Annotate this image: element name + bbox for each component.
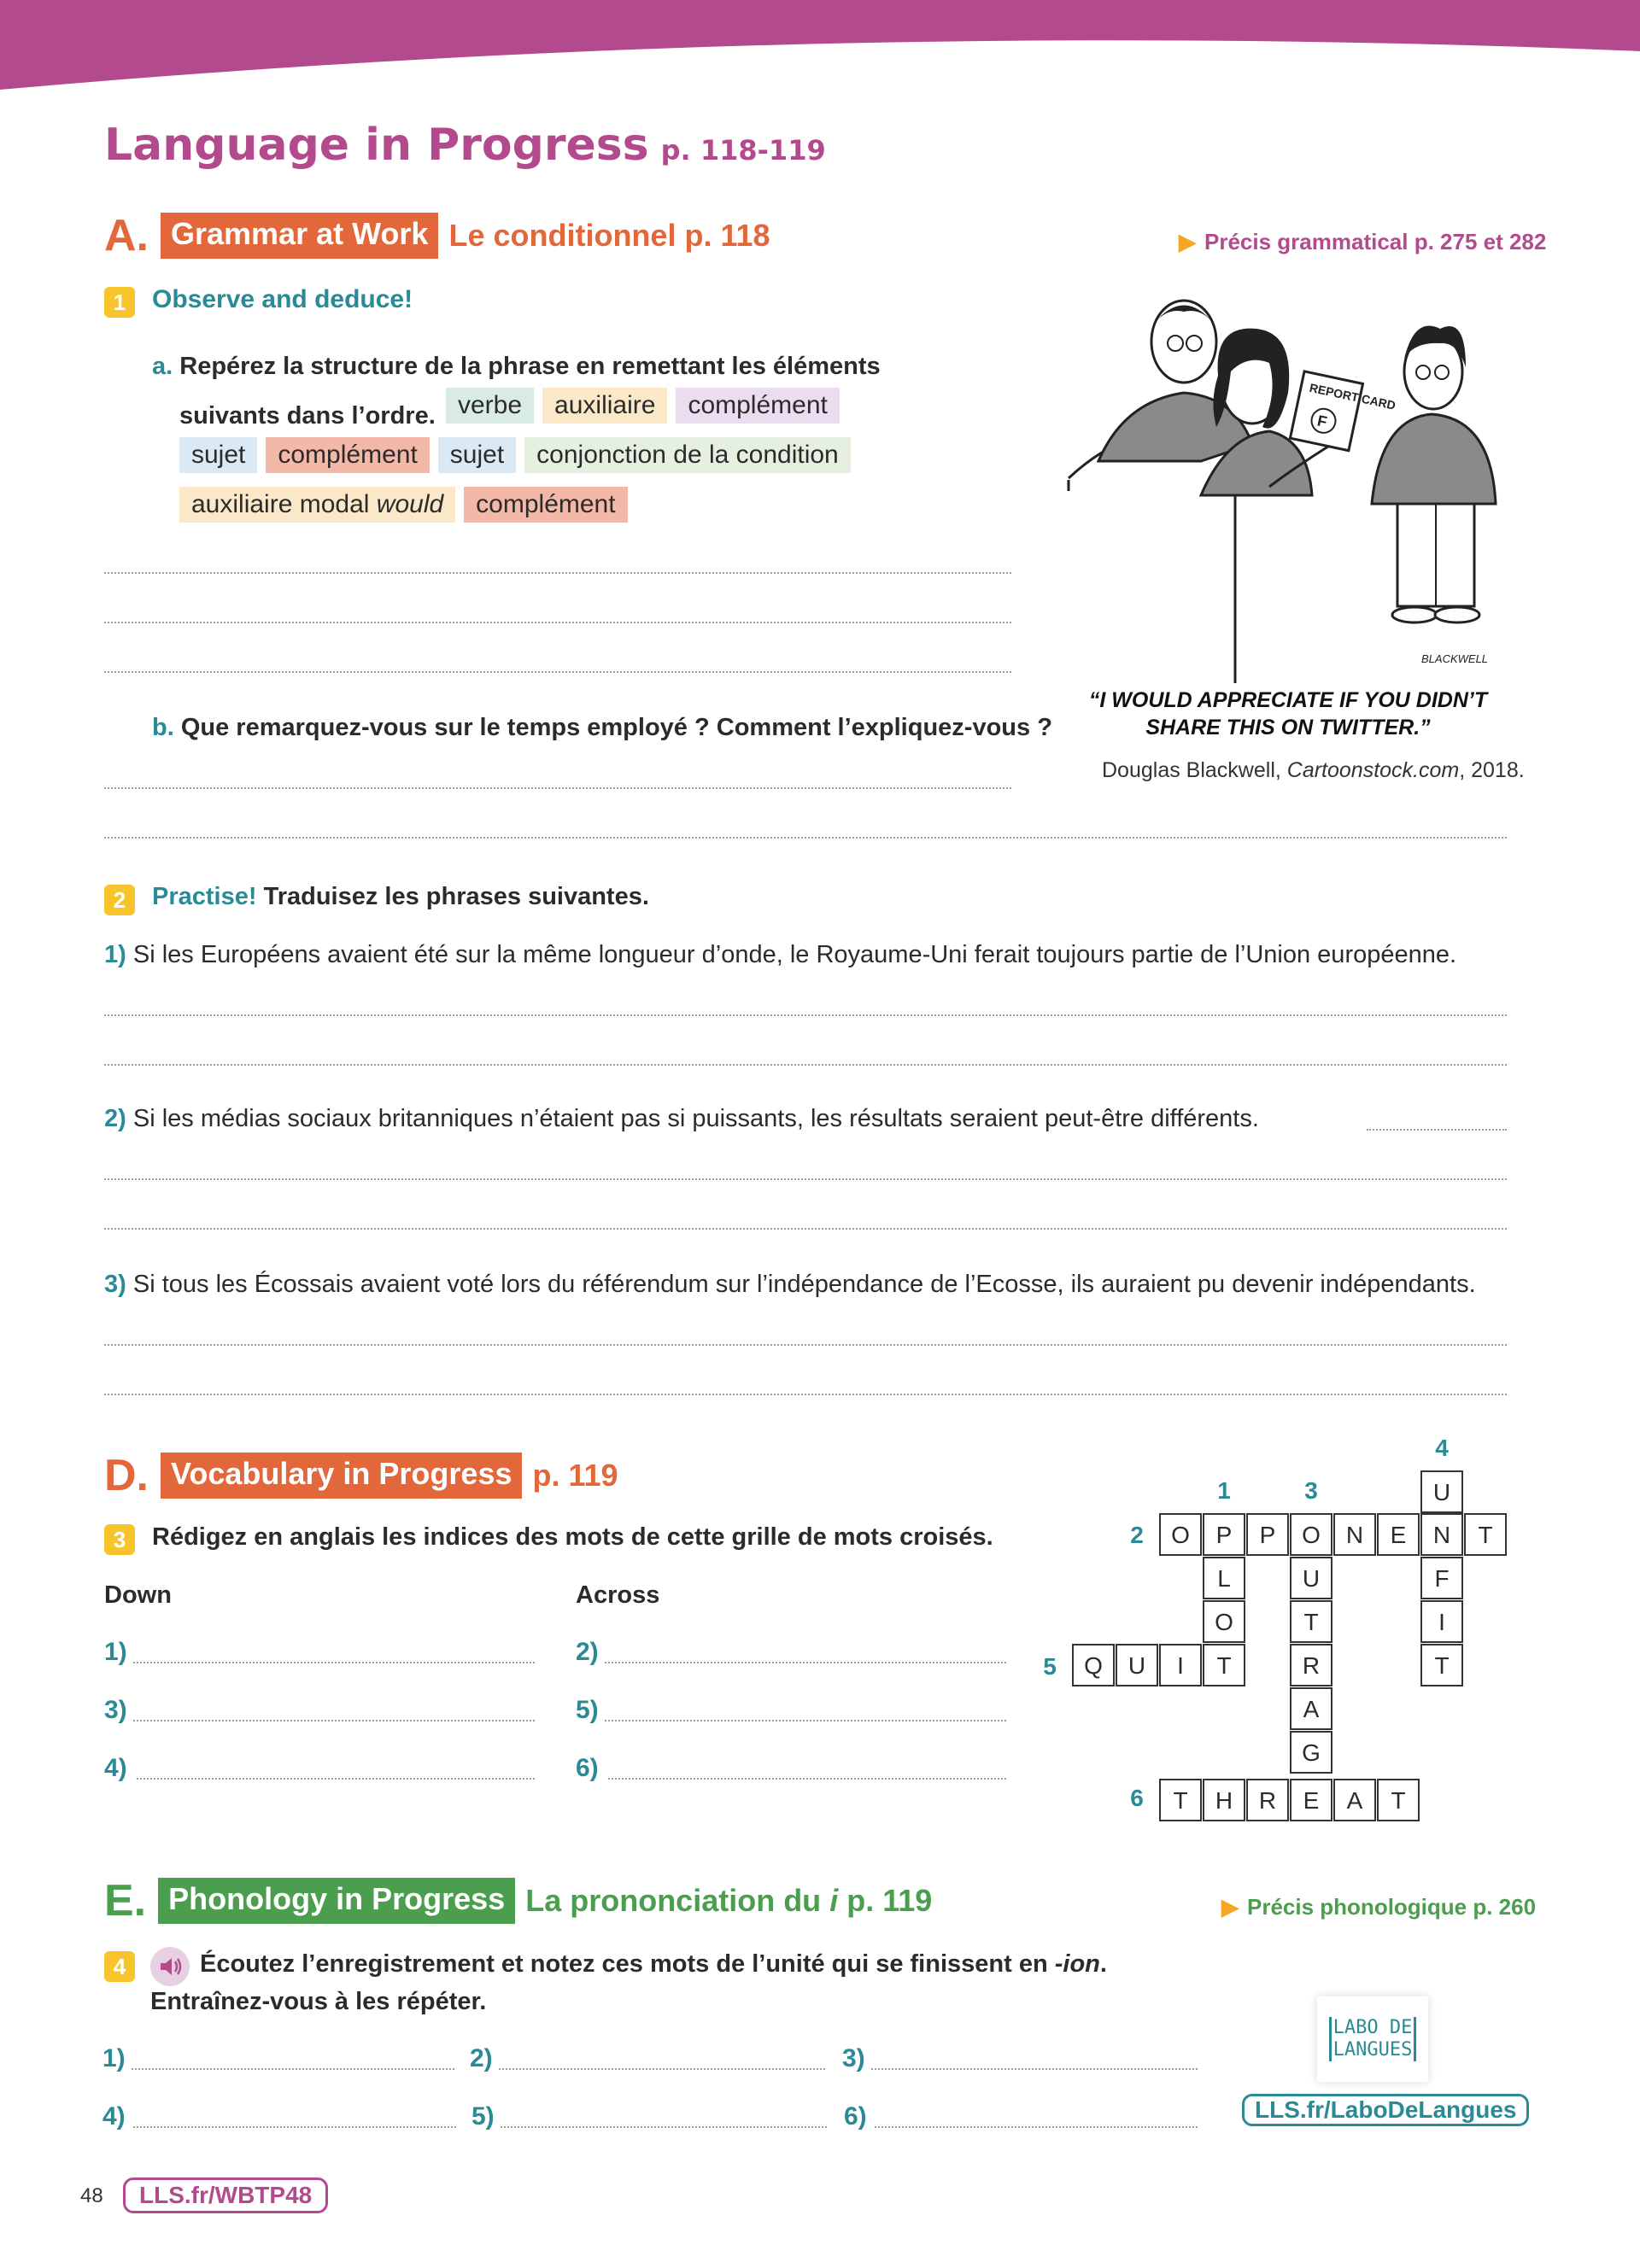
answer-line[interactable] [104, 1014, 1507, 1016]
ex4-item-label: 6) [844, 2102, 867, 2131]
answer-line[interactable] [137, 1778, 535, 1780]
crossword-cell[interactable]: R [1290, 1644, 1332, 1686]
exercise-2-item-3: 3) Si tous les Écossais avaient voté lors du référendum sur l’indépendance de l’Ecosse, ils auraient pu devenir indépendants. [104, 1271, 1476, 1298]
answer-line[interactable] [104, 1228, 1507, 1230]
section-e-header [104, 1875, 932, 1926]
crossword-number: 2 [1130, 1522, 1144, 1548]
cartoon-caption: “I WOULD APPRECIATE IF YOU DIDN’T SHARE THIS ON TWITTER.” [1088, 688, 1488, 739]
exercise-3-instruction: Rédigez en anglais les indices des mots de cette grille de mots croisés. [152, 1523, 993, 1551]
ex4-item-label: 4) [102, 2102, 126, 2131]
answer-line[interactable] [104, 1178, 1507, 1180]
answer-line[interactable] [104, 787, 1011, 789]
exercise-4-instruction-line2: Entraînez-vous à les répéter. [150, 1988, 487, 2015]
down-label: Down [104, 1581, 172, 1609]
across-item-label: 5) [576, 1696, 599, 1724]
crossword-cell[interactable]: T [1203, 1644, 1245, 1686]
chip-auxiliaire: auxiliaire [542, 388, 667, 424]
report-card-grade: F [1315, 412, 1329, 431]
exercise-4-badge: 4 [104, 1951, 135, 1982]
answer-line[interactable] [104, 622, 1011, 623]
chip-complement-2: complément [266, 437, 429, 473]
page-title: Language in Progress p. 118-119 [104, 120, 826, 171]
labo-de-langues-logo[interactable] [1317, 1996, 1428, 2082]
page-number: 48 [80, 2184, 103, 2207]
section-a-box: Grammar at Work [161, 213, 438, 259]
across-item-label: 2) [576, 1638, 599, 1666]
crossword-cell[interactable]: A [1333, 1779, 1376, 1821]
crossword-cell[interactable]: E [1290, 1779, 1332, 1821]
report-card-text: REPORT CARD [1308, 380, 1397, 412]
section-a-ref[interactable]: ▶ Précis grammatical p. 275 et 282 [1179, 229, 1547, 254]
answer-line[interactable] [871, 2068, 1198, 2070]
crossword-cell[interactable]: A [1290, 1687, 1332, 1730]
section-d-box: Vocabulary in Progress [161, 1453, 522, 1499]
crossword-cell[interactable]: T [1377, 1779, 1420, 1821]
answer-line[interactable] [605, 1662, 1006, 1663]
section-d-header [104, 1450, 618, 1501]
answer-line[interactable] [608, 1778, 1006, 1780]
answer-line[interactable] [104, 671, 1011, 673]
crossword-cell[interactable]: O [1203, 1600, 1245, 1643]
crossword-cell[interactable]: N [1333, 1513, 1376, 1556]
footer-link[interactable]: LLS.fr/WBTP48 [123, 2177, 328, 2213]
across-label: Across [576, 1581, 660, 1609]
answer-line[interactable] [104, 837, 1507, 839]
crossword-cell[interactable]: N [1420, 1513, 1463, 1556]
chip-complement-3: complément [464, 487, 627, 523]
crossword-number: 5 [1043, 1653, 1057, 1680]
exercise-1a-instruction: a. Repérez la structure de la phrase en remettant les éléments suivants dans l’ordre. [152, 353, 881, 430]
crossword-cell[interactable]: L [1203, 1557, 1245, 1599]
audio-icon[interactable] [150, 1947, 190, 1986]
answer-line[interactable] [104, 572, 1011, 574]
down-item-label: 4) [104, 1754, 127, 1782]
exercise-2-badge: 2 [104, 885, 135, 915]
chip-auxiliaire-modal: auxiliaire modal would [179, 487, 455, 523]
crossword-number: 6 [1130, 1785, 1144, 1811]
section-d-pages: p. 119 [532, 1458, 618, 1493]
exercise-2-item-1: 1) Si les Européens avaient été sur la même longueur d’onde, le Royaume-Uni ferait toujours partie de l’Union européenne. [104, 941, 1457, 968]
play-triangle-icon: ▶ [1221, 1894, 1239, 1920]
answer-line[interactable] [104, 1394, 1507, 1395]
crossword-number: 1 [1217, 1477, 1231, 1504]
ex4-item-label: 3) [842, 2044, 865, 2072]
cartoon-signature: BLACKWELL [1421, 652, 1489, 665]
crossword-cell[interactable]: O [1290, 1513, 1332, 1556]
chips-row-2 [179, 437, 859, 473]
section-e-subtitle: La prononciation du i p. 119 [525, 1883, 933, 1918]
chip-sujet: sujet [179, 437, 257, 473]
crossword-cell[interactable]: P [1203, 1513, 1245, 1556]
answer-line[interactable] [875, 2126, 1198, 2128]
section-e-ref[interactable]: ▶ Précis phonologique p. 260 [1221, 1894, 1537, 1920]
ex4-item-label: 2) [470, 2044, 493, 2072]
speaker-icon [150, 1947, 190, 1986]
crossword-cell[interactable]: E [1377, 1513, 1420, 1556]
across-item-label: 6) [576, 1754, 599, 1782]
exercise-4-instruction: Écoutez l’enregistrement et notez ces mots de l’unité qui se finissent en -ion. [200, 1950, 1107, 1978]
answer-line[interactable] [104, 1344, 1507, 1346]
crossword-cell[interactable]: G [1290, 1731, 1332, 1774]
section-e-box: Phonology in Progress [158, 1878, 515, 1924]
exercise-2-title: Practise! Traduisez les phrases suivantes. [152, 883, 649, 910]
chip-conjonction: conjonction de la condition [524, 437, 851, 473]
down-item-label: 3) [104, 1696, 127, 1724]
crossword-cell[interactable]: F [1420, 1557, 1463, 1599]
crossword-cell[interactable]: R [1246, 1779, 1289, 1821]
down-item-label: 1) [104, 1638, 127, 1666]
crossword-cell[interactable]: I [1420, 1600, 1463, 1643]
chip-verbe: verbe [446, 388, 534, 424]
exercise-1b-instruction: b. Que remarquez-vous sur le temps employé ? Comment l’expliquez-vous ? [152, 714, 1052, 741]
crossword-number: 4 [1435, 1435, 1449, 1461]
labo-link[interactable]: LLS.fr/LaboDeLangues [1242, 2094, 1529, 2126]
crossword-cell[interactable]: T [1464, 1513, 1507, 1556]
crossword-cell[interactable]: H [1203, 1779, 1245, 1821]
section-e-letter: E. [104, 1876, 147, 1926]
section-a-header [104, 210, 770, 261]
page-title-pages: p. 118-119 [660, 134, 826, 167]
crossword-cell[interactable]: U [1116, 1644, 1158, 1686]
ex4-item-label: 1) [102, 2044, 126, 2072]
answer-line[interactable] [133, 1720, 535, 1721]
header-wave [0, 0, 1640, 94]
answer-line[interactable] [501, 2126, 827, 2128]
answer-line[interactable] [1367, 1129, 1507, 1131]
chips-row-1 [446, 388, 848, 424]
answer-line[interactable] [499, 2068, 825, 2070]
section-a-letter: A. [104, 211, 149, 260]
crossword-cell[interactable]: O [1159, 1513, 1202, 1556]
exercise-1-title: Observe and deduce! [152, 285, 413, 313]
cartoon-credit: Douglas Blackwell, Cartoonstock.com, 2018. [1102, 758, 1525, 782]
answer-line[interactable] [104, 1064, 1507, 1066]
crossword-cell[interactable]: Q [1072, 1644, 1115, 1686]
chips-row-3 [179, 487, 636, 523]
crossword-cell[interactable]: U [1420, 1470, 1463, 1513]
cartoon-illustration [1064, 290, 1508, 683]
ex4-item-label: 5) [472, 2102, 495, 2131]
labo-logo-text: LABO DE LANGUES [1329, 2017, 1416, 2061]
section-d-letter: D. [104, 1451, 149, 1500]
crossword-cell[interactable]: T [1159, 1779, 1202, 1821]
crossword-cell[interactable]: U [1290, 1557, 1332, 1599]
answer-line[interactable] [133, 2126, 456, 2128]
chip-complement: complément [676, 388, 839, 424]
crossword-cell[interactable]: T [1290, 1600, 1332, 1643]
answer-line[interactable] [133, 1662, 535, 1663]
exercise-1-badge: 1 [104, 287, 135, 318]
crossword-cell[interactable]: T [1420, 1644, 1463, 1686]
play-triangle-icon: ▶ [1179, 229, 1196, 254]
answer-line[interactable] [132, 2068, 454, 2070]
crossword-cell[interactable]: P [1246, 1513, 1289, 1556]
section-a-subtitle: Le conditionnel p. 118 [448, 218, 770, 253]
crossword-number: 3 [1304, 1477, 1318, 1504]
exercise-3-badge: 3 [104, 1524, 135, 1555]
exercise-2-item-2: 2) Si les médias sociaux britanniques n’étaient pas si puissants, les résultats seraient peut-être différents. [104, 1105, 1259, 1132]
answer-line[interactable] [605, 1720, 1006, 1721]
crossword-cell[interactable]: I [1159, 1644, 1202, 1686]
chip-sujet-2: sujet [438, 437, 516, 473]
